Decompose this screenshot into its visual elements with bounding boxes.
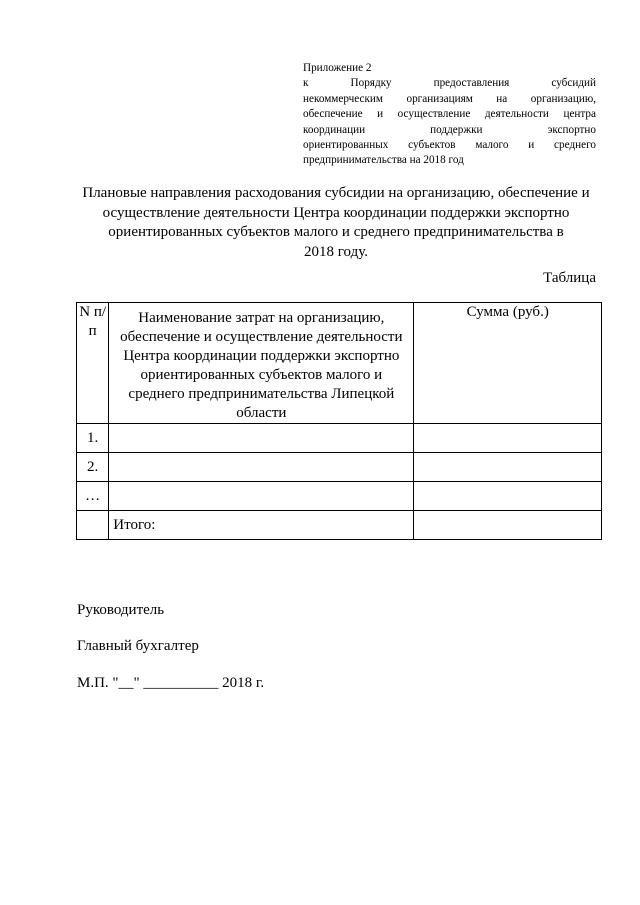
row-name [109,453,414,482]
appendix-header [303,61,596,169]
signature-head: Руководитель [77,602,165,618]
appendix-line: ориентированных субъектов малого и среднего [303,139,596,152]
appendix-title: Приложение 2 [303,62,372,74]
total-label: Итого: [109,511,414,540]
row-name [109,424,414,453]
header-sum: Сумма (руб.) [414,303,602,424]
row-number: 2. [77,453,109,482]
heading-line: ориентированных субъектов малого и среднего предпринимательства в [108,224,564,241]
row-number: … [77,482,109,511]
header-name: Наименование затрат на организацию, обеспечение и осуществление деятельности Центра координации поддержки экспортно ориентированных субъектов малого и среднего предпринимательства Липецкой области [109,303,414,424]
appendix-line: координации поддержки экспортно [303,123,596,136]
expenses-table [76,302,602,540]
table-row [77,453,602,482]
row-sum [414,424,602,453]
table-row [77,424,602,453]
appendix-line: предпринимательства на 2018 год [303,154,464,167]
row-sum [414,453,602,482]
appendix-line: к Порядку предоставления субсидий [303,77,596,90]
table-label: Таблица [543,270,596,286]
row-number: 1. [77,424,109,453]
table-total-row [77,511,602,540]
heading-line: осуществление деятельности Центра координации поддержки экспортно [102,204,570,221]
total-sum [414,511,602,540]
heading-line: Плановые направления расходования субсидии на организацию, обеспечение и [82,185,590,201]
stamp-date-line: М.П. "__" __________ 2018 г. [77,675,265,691]
header-number: N п/п [77,303,109,424]
heading-line: 2018 году. [304,243,368,260]
row-number [77,511,109,540]
row-name [109,482,414,511]
appendix-line: некоммерческим организациям на организацию, [303,92,596,105]
table-header-row [77,303,602,424]
row-sum [414,482,602,511]
signature-accountant: Главный бухгалтер [77,638,199,654]
document-heading [76,184,596,262]
appendix-line: обеспечение и осуществление деятельности центра [303,108,596,121]
table-row [77,482,602,511]
